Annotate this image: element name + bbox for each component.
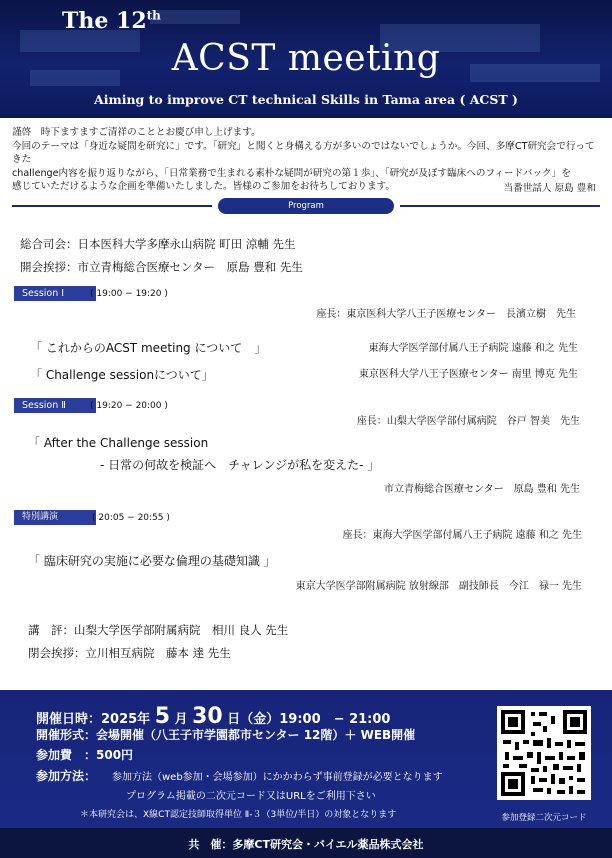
special-lecture-chair: 座長：東海大学医学部付属八王子病院 遠藤 和之 先生 [342, 530, 582, 541]
organizer-signature: 当番世話人 原島 豊和 [503, 183, 596, 194]
closing-greeting-line: 閉会挨拶：立川相互病院 藤本 達 先生 [28, 646, 231, 660]
date-day-suffix: 日（金）19:00 − 21:00 [227, 712, 391, 727]
date-prefix: 開催日時：2025年 [36, 712, 151, 727]
opening-greeting-line: 開会挨拶：市立青梅総合医療センター 原島 豊和 先生 [20, 260, 303, 274]
session1-talk2: 「 Challenge sessionについて」 [30, 368, 214, 382]
edition-number: The 12 [62, 8, 147, 34]
registration-method-label: 参加方法： [36, 769, 97, 783]
registration-method-text: 参加方法（web参加・会場参加）にかかわらず事前登録が必要となります [112, 772, 443, 783]
session2-speaker: 市立青梅総合医療センター 原島 豊和 先生 [384, 484, 580, 495]
intro-line: 今回のテーマは「身近な疑問を研究に」です。「研究」と聞くと身構える方が多いのではないでしょうか。今回、多摩CT研究会で行ってきた [12, 140, 595, 166]
session2-talk-title: 「 After the Challenge session [28, 436, 209, 450]
session2-chair: 座長：山梨大学医学部付属病院 谷戸 智美 先生 [356, 416, 580, 427]
session1-badge: Session Ⅰ [14, 286, 96, 301]
special-lecture-speaker: 東京大学医学部附属病院 放射線部 副技師長 今江 禄一 先生 [295, 581, 582, 592]
session1-speaker2: 東京医科大学八王子医療センター 南里 博克 先生 [358, 369, 578, 380]
special-lecture-badge: 特別講演 [14, 510, 96, 525]
moderator-line: 総合司会：日本医科大学多摩永山病院 町田 涼輔 先生 [20, 237, 296, 251]
intro-line: 謹啓 時下ますますご清祥のこととお慶び申し上げます。 [12, 127, 261, 138]
special-lecture-time: ( 20:05 − 20:55 ) [92, 513, 170, 523]
header-decoration [150, 10, 240, 24]
event-format: 開催形式：会場開催（八王子市学園都市センター 12階）＋ WEB開催 [36, 728, 416, 742]
header-banner [0, 0, 612, 118]
credit-note: ＊本研究会は、X線CT認定技師取得単位 Ⅱ-３（3単位/半日）の対象となります [80, 810, 397, 820]
registration-method-note: プログラム掲載の二次元コード又はURLをご利用下さい [126, 791, 376, 802]
date-day: 30 [192, 704, 223, 729]
special-lecture-title: 「 臨床研究の実施に必要な倫理の基礎知識 」 [28, 554, 276, 568]
session1-chair: 座長：東京医科大学八王子医療センター 長濱立樹 先生 [316, 309, 576, 320]
session2-time: ( 19:20 − 20:00 ) [90, 401, 168, 411]
session2-talk-subtitle: - 日常の何故を検証へ チャレンジが私を変えた- 」 [100, 458, 380, 472]
event-fee: 参加費 ：500円 [36, 748, 134, 762]
edition-suffix: th [146, 8, 161, 23]
meeting-title: ACST meeting [171, 38, 441, 79]
session1-talk1: 「 これからのACST meeting について 」 [30, 341, 267, 355]
session1-speaker1: 東海大学医学部付属八王子病院 遠藤 和之 先生 [368, 343, 578, 354]
qr-caption: 参加登録二次元コード [501, 813, 587, 823]
meeting-subtitle: Aiming to improve CT technical Skills in Tama area ( ACST ) [94, 92, 518, 107]
registration-qr-code[interactable] [497, 706, 591, 800]
qr-code-icon [497, 706, 591, 800]
divider-line [400, 205, 600, 207]
sponsor-text: 共 催：多摩CT研究会・バイエル薬品株式会社 [188, 838, 424, 851]
date-month: 5 [154, 704, 171, 729]
session2-badge: Session Ⅱ [14, 398, 96, 413]
program-label: Program [218, 198, 394, 214]
edition-label [62, 8, 161, 34]
divider-line [12, 205, 212, 207]
review-line: 講 評：山梨大学医学部附属病院 相川 良人 先生 [28, 623, 289, 637]
date-month-unit: 月 [174, 712, 188, 727]
intro-line: 感じていただけるような企画を準備いたしました。皆様のご参加をお待ちしております。 [12, 181, 395, 193]
session1-time: ( 19:00 − 19:20 ) [90, 289, 168, 299]
intro-line: challenge内容を振り返りながら、「日常業務で生まれる素朴な疑問が研究の第１歩」、「研究が及ぼす臨床へのフィードバック」を [12, 167, 571, 179]
